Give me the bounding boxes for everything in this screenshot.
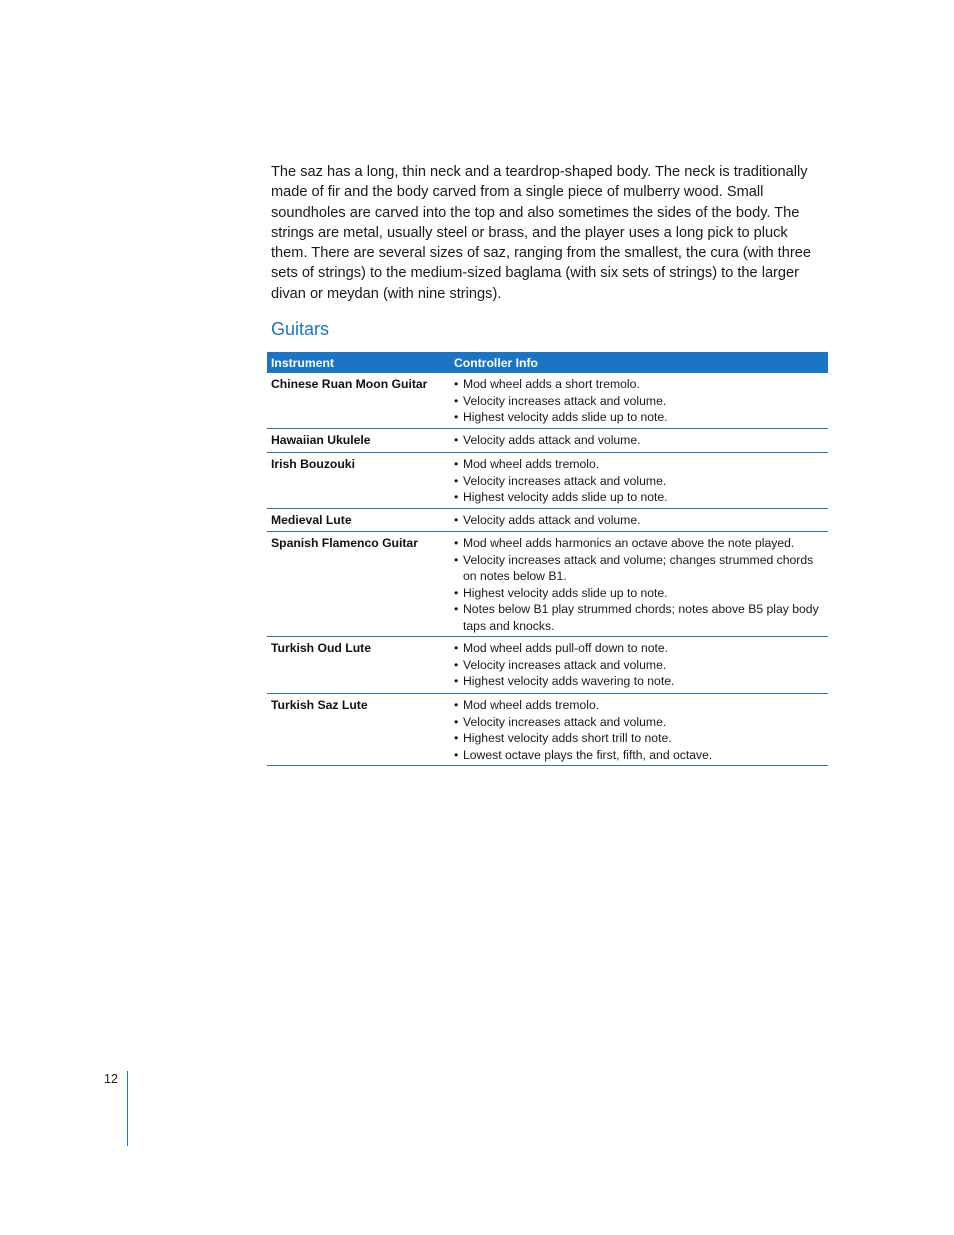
controller-info-item: • Velocity increases attack and volume. [454,657,828,674]
controller-info-item: • Velocity adds attack and volume. [454,432,828,449]
instrument-name: Chinese Ruan Moon Guitar [271,377,428,391]
controller-info-item: • Lowest octave plays the first, fifth, and octave. [454,747,828,764]
controller-info-list [454,453,828,508]
section-heading: Guitars [271,319,330,339]
controller-info-item: • Highest velocity adds wavering to note. [454,673,828,690]
controller-info-item: • Highest velocity adds slide up to note. [454,409,828,426]
intro-paragraph: The saz has a long, thin neck and a teardrop-shaped body. The neck is traditionally made of fir and the body carved from a single piece of mulberry wood. Small soundholes are carved into the top and also sometimes the sides of the body. The strings are metal, usually steel or brass, and the player uses a long pick to pluck them. There are several sizes of saz, ranging from the smallest, the cura (with three sets of strings) to the medium-sized baglama (with six sets of strings) to the larger divan or meydan (with nine strings). [271,164,811,302]
controller-info-item: • Highest velocity adds short trill to note. [454,730,828,747]
controller-info-item: • Mod wheel adds harmonics an octave above the note played. [454,535,828,552]
margin-rule [127,1071,128,1146]
controller-info-item: • Velocity increases attack and volume. [454,714,828,731]
column-header-instrument: Instrument [271,355,334,370]
controller-info-list [454,532,828,636]
instrument-name: Turkish Saz Lute [271,698,368,712]
controller-info-list [454,637,828,693]
guitars-table [267,352,828,766]
column-header-controller-info: Controller Info [454,355,538,370]
controller-info-list [454,509,828,531]
controller-info-item: • Velocity increases attack and volume. [454,393,828,410]
instrument-name: Hawaiian Ukulele [271,433,371,447]
controller-info-item: • Velocity increases attack and volume. [454,473,828,490]
table-row [267,694,828,766]
controller-info-item: • Notes below B1 play strummed chords; notes above B5 play body taps and knocks. [454,601,828,634]
instrument-name: Turkish Oud Lute [271,641,371,655]
controller-info-list [454,429,828,452]
controller-info-item: • Highest velocity adds slide up to note. [454,489,828,506]
instrument-name: Medieval Lute [271,513,352,527]
controller-info-list [454,373,828,428]
controller-info-item: • Mod wheel adds tremolo. [454,697,828,714]
table-row [267,373,828,429]
table-row [267,429,828,453]
table-row [267,532,828,637]
controller-info-item: • Mod wheel adds tremolo. [454,456,828,473]
instrument-name: Spanish Flamenco Guitar [271,536,418,550]
table-row [267,453,828,509]
instrument-name: Irish Bouzouki [271,457,355,471]
controller-info-item: • Mod wheel adds pull-off down to note. [454,640,828,657]
page-number: 12 [104,1072,118,1086]
table-row [267,509,828,532]
controller-info-item: • Velocity adds attack and volume. [454,512,828,529]
controller-info-list [454,694,828,765]
controller-info-item: • Highest velocity adds slide up to note. [454,585,828,602]
table-header [267,352,828,373]
table-row [267,637,828,694]
controller-info-item: • Velocity increases attack and volume; changes strummed chords on notes below B1. [454,552,828,585]
controller-info-item: • Mod wheel adds a short tremolo. [454,376,828,393]
